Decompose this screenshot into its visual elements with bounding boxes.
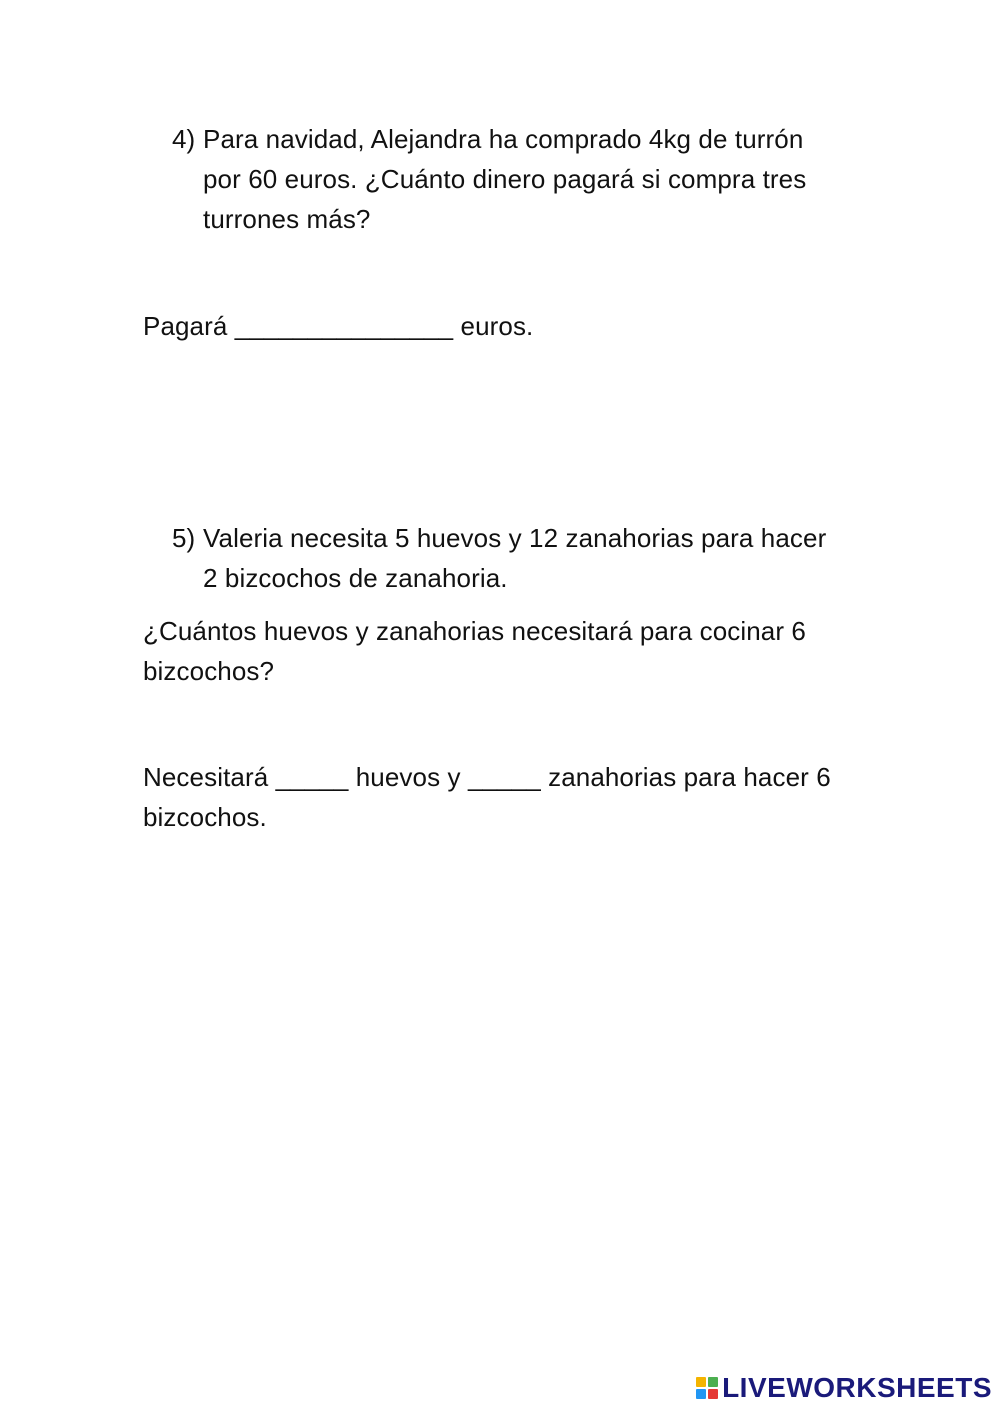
liveworksheets-logo-text: LIVEWORKSHEETS [722,1372,992,1403]
question-4-line-3: turrones más? [203,204,371,234]
liveworksheets-logo [696,1371,992,1405]
logo-square-3 [696,1389,706,1399]
question-5-line-1: Valeria necesita 5 huevos y 12 zanahorias para hacer [203,523,827,553]
question-5-answer-line-2: bizcochos. [143,802,267,832]
question-5-answer-blank-eggs[interactable]: _____ [275,762,349,792]
question-4-answer-prefix: Pagará [143,311,228,341]
logo-square-2 [708,1377,718,1387]
question-5-answer-part-3: zanahorias para hacer 6 [548,762,831,792]
liveworksheets-logo-icon [696,1377,718,1399]
question-4-line-1: Para navidad, Alejandra ha comprado 4kg de turrón [203,124,804,154]
question-4-answer-suffix: euros. [460,311,534,341]
question-5-follow-up-line-1: ¿Cuántos huevos y zanahorias necesitará para cocinar 6 [143,616,806,646]
question-5-line-2: 2 bizcochos de zanahoria. [203,563,508,593]
question-5-answer-part-2: huevos y [355,762,461,792]
question-5-answer-blank-carrots[interactable]: _____ [467,762,541,792]
question-5-answer-part-1: Necesitará [143,762,269,792]
logo-square-1 [696,1377,706,1387]
question-4-answer-blank[interactable]: _______________ [234,311,454,341]
question-5-follow-up-line-2: bizcochos? [143,656,275,686]
question-4-line-2: por 60 euros. ¿Cuánto dinero pagará si compra tres [203,164,807,194]
question-5-answer-line-1 [143,757,831,797]
question-4-number: 4) [172,124,196,154]
question-4-answer-line [143,306,533,346]
logo-square-4 [708,1389,718,1399]
question-5-number: 5) [172,523,196,553]
